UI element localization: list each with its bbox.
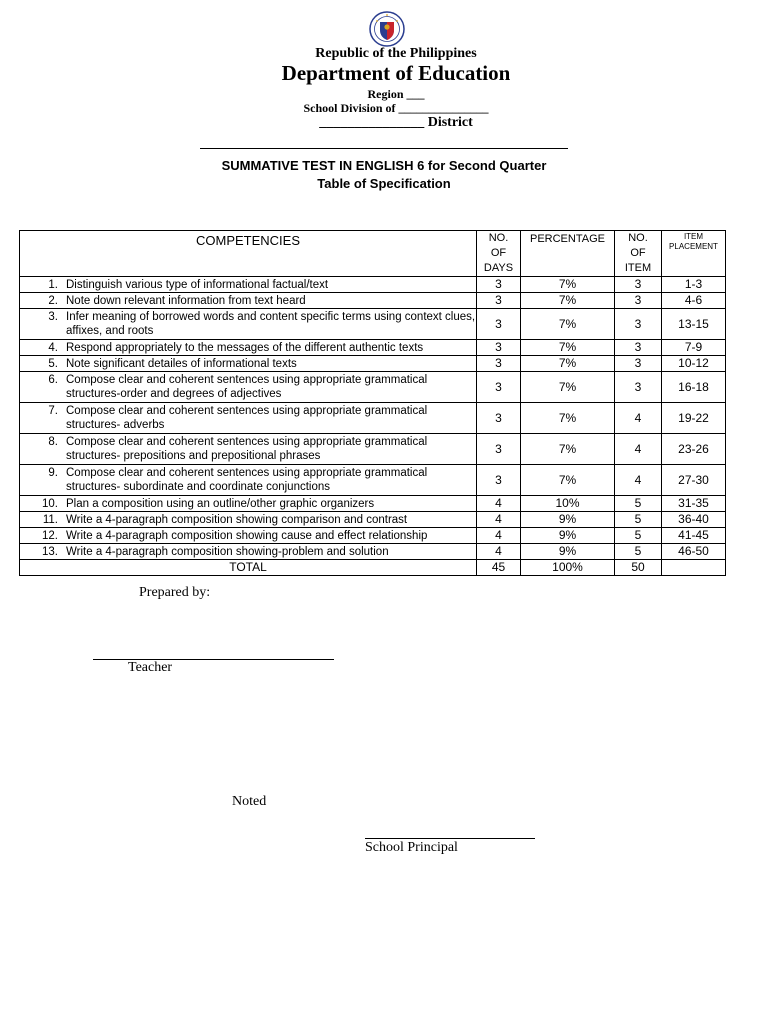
percentage-cell: 7% — [521, 340, 615, 356]
competency-number: 3. — [48, 311, 58, 323]
items-cell: 3 — [615, 293, 662, 309]
items-cell: 4 — [615, 403, 662, 434]
table-row — [20, 528, 726, 544]
competency-text: Compose clear and coherent sentences using appropriate grammatical structures- subordinate and coordinate conjunctions — [66, 467, 428, 493]
header-placement — [662, 231, 726, 277]
competency-number: 1. — [48, 278, 58, 291]
competency-text: Compose clear and coherent sentences using appropriate grammatical structures-order and degrees of adjectives — [66, 374, 428, 400]
placement-cell: 36-40 — [662, 512, 726, 528]
percentage-cell: 7% — [521, 465, 615, 496]
header-days-line: OF — [490, 247, 507, 259]
department-heading: Department of Education — [281, 61, 511, 85]
placement-cell: 27-30 — [662, 465, 726, 496]
days-cell: 3 — [477, 372, 521, 403]
days-cell: 3 — [477, 403, 521, 434]
items-cell: 5 — [615, 528, 662, 544]
header-items-line: NO. — [628, 232, 648, 244]
competency-text: Infer meaning of borrowed words and content specific terms using context clues, affixes, and roots — [66, 311, 476, 337]
placement-cell: 7-9 — [662, 340, 726, 356]
percentage-cell: 7% — [521, 277, 615, 293]
total-items: 50 — [615, 560, 662, 576]
percentage-cell: 7% — [521, 372, 615, 403]
table-row — [20, 512, 726, 528]
competency-cell — [20, 528, 477, 544]
header-items-line: ITEM — [624, 262, 652, 274]
competency-number: 2. — [48, 294, 58, 307]
items-cell: 5 — [615, 512, 662, 528]
header-days — [477, 231, 521, 277]
competency-number: 10. — [42, 497, 58, 510]
table-row — [20, 293, 726, 309]
header-days-line: NO. — [488, 232, 509, 244]
competency-number: 5. — [48, 357, 58, 370]
competency-cell — [20, 372, 477, 403]
header-divider — [200, 148, 568, 149]
competency-number: 13. — [42, 545, 58, 558]
placement-cell: 13-15 — [662, 309, 726, 340]
placement-cell: 46-50 — [662, 544, 726, 560]
header-days-line: DAYS — [483, 262, 514, 274]
items-cell: 3 — [615, 309, 662, 340]
placement-cell: 31-35 — [662, 496, 726, 512]
competency-number: 11. — [42, 513, 58, 526]
table-row — [20, 434, 726, 465]
percentage-cell: 7% — [521, 293, 615, 309]
percentage-cell: 9% — [521, 512, 615, 528]
table-row — [20, 356, 726, 372]
table-row — [20, 309, 726, 340]
competency-number: 12. — [42, 529, 58, 542]
region-line: Region ___ — [367, 87, 425, 101]
percentage-cell: 7% — [521, 309, 615, 340]
competency-text: Note down relevant information from text heard — [66, 294, 306, 307]
table-subtitle: Table of Specification — [317, 176, 451, 191]
competency-cell — [20, 293, 477, 309]
table-row — [20, 496, 726, 512]
competency-text: Write a 4-paragraph composition showing-problem and solution — [66, 545, 389, 558]
items-cell: 4 — [615, 465, 662, 496]
principal-signature-line — [365, 838, 535, 839]
competency-number: 6. — [48, 374, 58, 386]
days-cell: 3 — [477, 340, 521, 356]
percentage-cell: 7% — [521, 403, 615, 434]
items-cell: 3 — [615, 356, 662, 372]
competency-cell — [20, 340, 477, 356]
days-cell: 3 — [477, 293, 521, 309]
days-cell: 4 — [477, 544, 521, 560]
competency-cell — [20, 356, 477, 372]
table-row — [20, 544, 726, 560]
total-row — [20, 560, 726, 576]
competency-cell — [20, 512, 477, 528]
table-body — [20, 277, 726, 560]
competency-number: 7. — [48, 405, 58, 417]
table-row — [20, 403, 726, 434]
days-cell: 3 — [477, 465, 521, 496]
competency-text: Note significant detailes of informational texts — [66, 357, 297, 370]
items-cell: 5 — [615, 544, 662, 560]
competency-cell — [20, 309, 477, 340]
competency-number: 9. — [48, 467, 58, 479]
competency-cell — [20, 277, 477, 293]
items-cell: 5 — [615, 496, 662, 512]
competency-text: Respond appropriately to the messages of the different authentic texts — [66, 341, 424, 354]
competency-number: 4. — [48, 341, 58, 354]
placement-cell: 10-12 — [662, 356, 726, 372]
principal-label: School Principal — [365, 840, 458, 855]
specification-table — [19, 230, 726, 576]
competency-cell — [20, 544, 477, 560]
table-row — [20, 372, 726, 403]
table-row — [20, 277, 726, 293]
competency-cell — [20, 403, 477, 434]
header-placement-line: ITEM — [683, 232, 704, 241]
table-row — [20, 340, 726, 356]
days-cell: 4 — [477, 528, 521, 544]
header-percentage: PERCENTAGE — [521, 231, 615, 277]
teacher-label: Teacher — [128, 660, 173, 675]
competency-cell — [20, 465, 477, 496]
deped-seal-logo — [369, 11, 405, 47]
items-cell: 3 — [615, 372, 662, 403]
percentage-cell: 9% — [521, 528, 615, 544]
placement-cell: 23-26 — [662, 434, 726, 465]
header-items — [615, 231, 662, 277]
days-cell: 4 — [477, 496, 521, 512]
header-competencies: COMPETENCIES — [20, 231, 477, 277]
items-cell: 3 — [615, 277, 662, 293]
total-days: 45 — [477, 560, 521, 576]
competency-text: Compose clear and coherent sentences using appropriate grammatical structures- prepositions and prepositional phrases — [66, 436, 428, 462]
header-placement-line: PLACEMENT — [669, 242, 718, 251]
placement-cell: 41-45 — [662, 528, 726, 544]
division-line: School Division of _______________ — [303, 101, 489, 115]
placement-cell: 16-18 — [662, 372, 726, 403]
placement-cell: 19-22 — [662, 403, 726, 434]
items-cell: 4 — [615, 434, 662, 465]
competency-number: 8. — [48, 436, 58, 448]
percentage-cell: 7% — [521, 356, 615, 372]
competency-text: Compose clear and coherent sentences using appropriate grammatical structures- adverbs — [66, 405, 428, 431]
competency-cell — [20, 496, 477, 512]
republic-heading: Republic of the Philippines — [315, 46, 477, 61]
competency-text: Plan a composition using an outline/other graphic organizers — [66, 497, 375, 510]
prepared-by-label: Prepared by: — [139, 585, 211, 600]
table-header-row — [20, 231, 726, 277]
placement-cell: 4-6 — [662, 293, 726, 309]
competency-text: Write a 4-paragraph composition showing cause and effect relationship — [66, 529, 428, 542]
days-cell: 4 — [477, 512, 521, 528]
competency-cell — [20, 434, 477, 465]
total-label: TOTAL — [20, 560, 477, 576]
percentage-cell: 7% — [521, 434, 615, 465]
days-cell: 3 — [477, 277, 521, 293]
header-items-line: OF — [630, 247, 646, 259]
test-title: SUMMATIVE TEST IN ENGLISH 6 for Second Quarter — [221, 158, 547, 173]
table-row — [20, 465, 726, 496]
items-cell: 3 — [615, 340, 662, 356]
placement-cell: 1-3 — [662, 277, 726, 293]
competency-text: Distinguish various type of informational factual/text — [66, 278, 329, 291]
days-cell: 3 — [477, 309, 521, 340]
days-cell: 3 — [477, 434, 521, 465]
competency-text: Write a 4-paragraph composition showing comparison and contrast — [66, 513, 408, 526]
percentage-cell: 10% — [521, 496, 615, 512]
days-cell: 3 — [477, 356, 521, 372]
percentage-cell: 9% — [521, 544, 615, 560]
total-percentage: 100% — [521, 560, 615, 576]
noted-label: Noted — [232, 794, 267, 809]
district-line: _______________ District — [319, 115, 473, 130]
total-placement — [662, 560, 726, 576]
